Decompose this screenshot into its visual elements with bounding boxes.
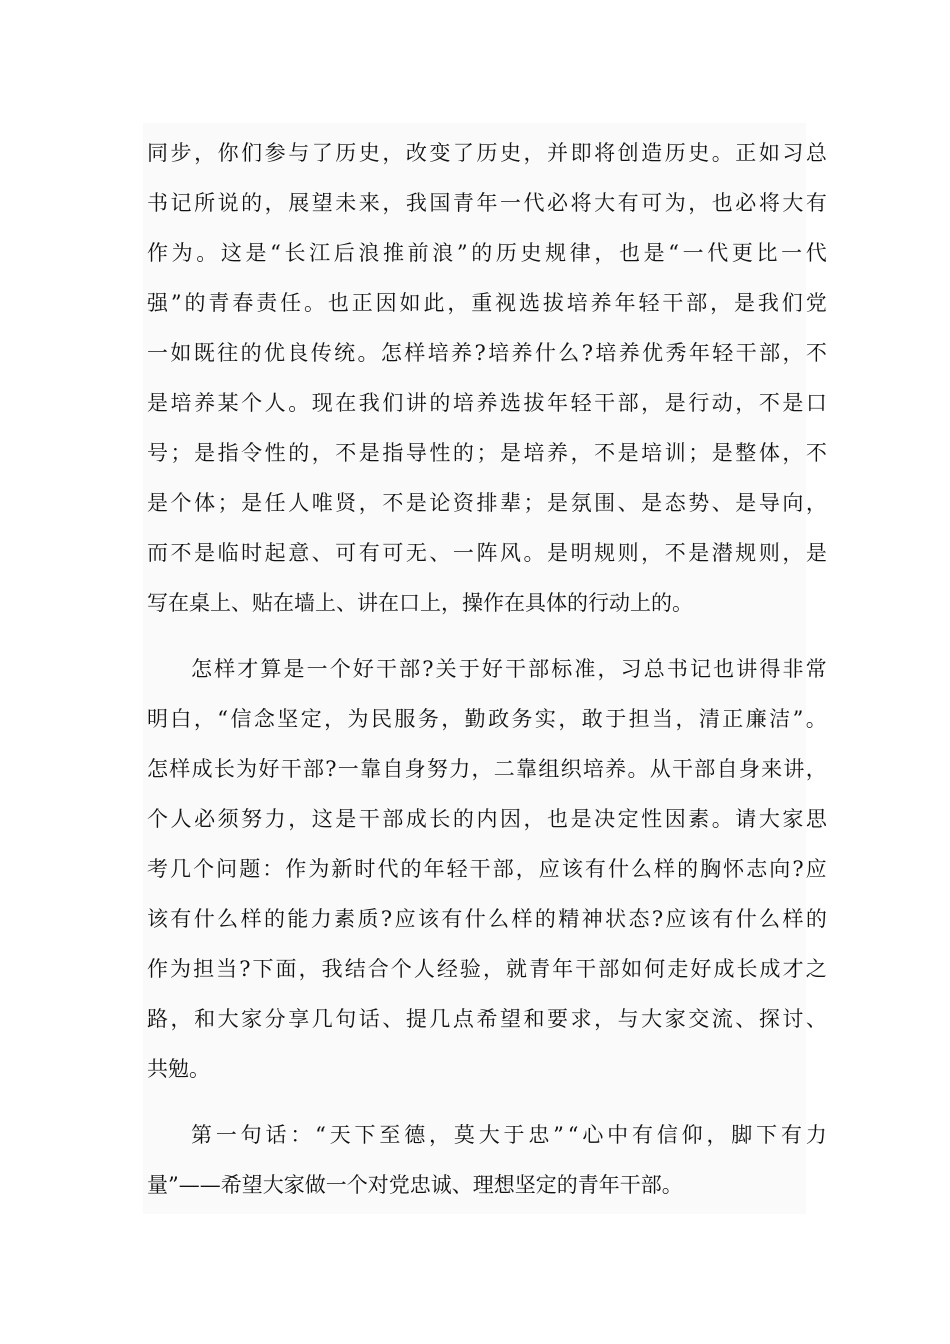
text-line: 量”——希望大家做一个对党忠诚、理想坚定的青年干部。 xyxy=(147,1173,683,1197)
paragraph xyxy=(147,1110,827,1210)
text-line: 作 为 。 这 是 “ 长 江 后 浪 推 前 浪 ” 的 历 史 规 律 ， 也 是 “ 一 代 更 比 一 代 xyxy=(147,241,827,265)
text-line: 写在桌上、贴在墙上、讲在口上，操作在具体的行动上的。 xyxy=(147,591,693,615)
text-line: 同 步 ， 你 们 参 与 了 历 史 ， 改 变 了 历 史 ， 并 即 将 创 造 历 史 。 正 如 习 总 xyxy=(147,141,827,165)
text-line: 考 几 个 问 题 ： 作 为 新 时 代 的 年 轻 干 部 ， 应 该 有 什 么 样 的 胸 怀 志 向 ? 应 xyxy=(147,857,827,881)
text-line: 而 不 是 临 时 起 意 、 可 有 可 无 、 一 阵 风 。 是 明 规 则 ， 不 是 潜 规 则 ， 是 xyxy=(147,541,827,565)
text-line: 强 ” 的 青 春 责 任 。 也 正 因 如 此 ， 重 视 选 拔 培 养 年 轻 干 部 ， 是 我 们 党 xyxy=(147,291,827,315)
text-line: 号 ； 是 指 令 性 的 ， 不 是 指 导 性 的 ； 是 培 养 ， 不 是 培 训 ； 是 整 体 ， 不 xyxy=(147,441,827,465)
paragraph xyxy=(147,128,827,628)
text-line: 路 ， 和 大 家 分 享 几 句 话 、 提 几 点 希 望 和 要 求 ， 与 大 家 交 流 、 探 讨 、 xyxy=(147,1007,827,1031)
text-line: 该 有 什 么 样 的 能 力 素 质 ? 应 该 有 什 么 样 的 精 神 状 态 ? 应 该 有 什 么 样 的 xyxy=(147,907,827,931)
text-line: 是 培 养 某 个 人 。 现 在 我 们 讲 的 培 养 选 拔 年 轻 干 部 ， 是 行 动 ， 不 是 口 xyxy=(147,391,827,415)
text-line: 明 白 ， “ 信 念 坚 定 ， 为 民 服 务 ， 勤 政 务 实 ， 敢 于 担 当 ， 清 正 廉 洁 ” 。 xyxy=(147,707,827,731)
text-line: 共勉。 xyxy=(147,1057,210,1081)
text-line: 怎 样 成 长 为 好 干 部 ? 一 靠 自 身 努 力 ， 二 靠 组 织 培 养 。 从 干 部 自 身 来 讲 ， xyxy=(147,757,827,781)
text-line: 作 为 担 当 ? 下 面 ， 我 结 合 个 人 经 验 ， 就 青 年 干 部 如 何 走 好 成 长 成 才 之 xyxy=(147,957,827,981)
text-line: 一 如 既 往 的 优 良 传 统 。 怎 样 培 养 ? 培 养 什 么 ? 培 养 优 秀 年 轻 干 部 ， 不 xyxy=(147,341,827,365)
text-line: 怎 样 才 算 是 一 个 好 干 部 ? 关 于 好 干 部 标 准 ， 习 总 书 记 也 讲 得 非 常 xyxy=(191,657,827,681)
document-body xyxy=(147,128,827,1210)
text-line: 是 个 体 ； 是 任 人 唯 贤 ， 不 是 论 资 排 辈 ； 是 氛 围 、 是 态 势 、 是 导 向 ， xyxy=(147,491,827,515)
text-line: 第 一 句 话 ： “ 天 下 至 德 ， 莫 大 于 忠 ” “ 心 中 有 信 仰 ， 脚 下 有 力 xyxy=(191,1123,827,1147)
paragraph xyxy=(147,644,827,1094)
text-line: 书 记 所 说 的 ， 展 望 未 来 ， 我 国 青 年 一 代 必 将 大 有 可 为 ， 也 必 将 大 有 xyxy=(147,191,827,215)
text-line: 个 人 必 须 努 力 ， 这 是 干 部 成 长 的 内 因 ， 也 是 决 定 性 因 素 。 请 大 家 思 xyxy=(147,807,827,831)
